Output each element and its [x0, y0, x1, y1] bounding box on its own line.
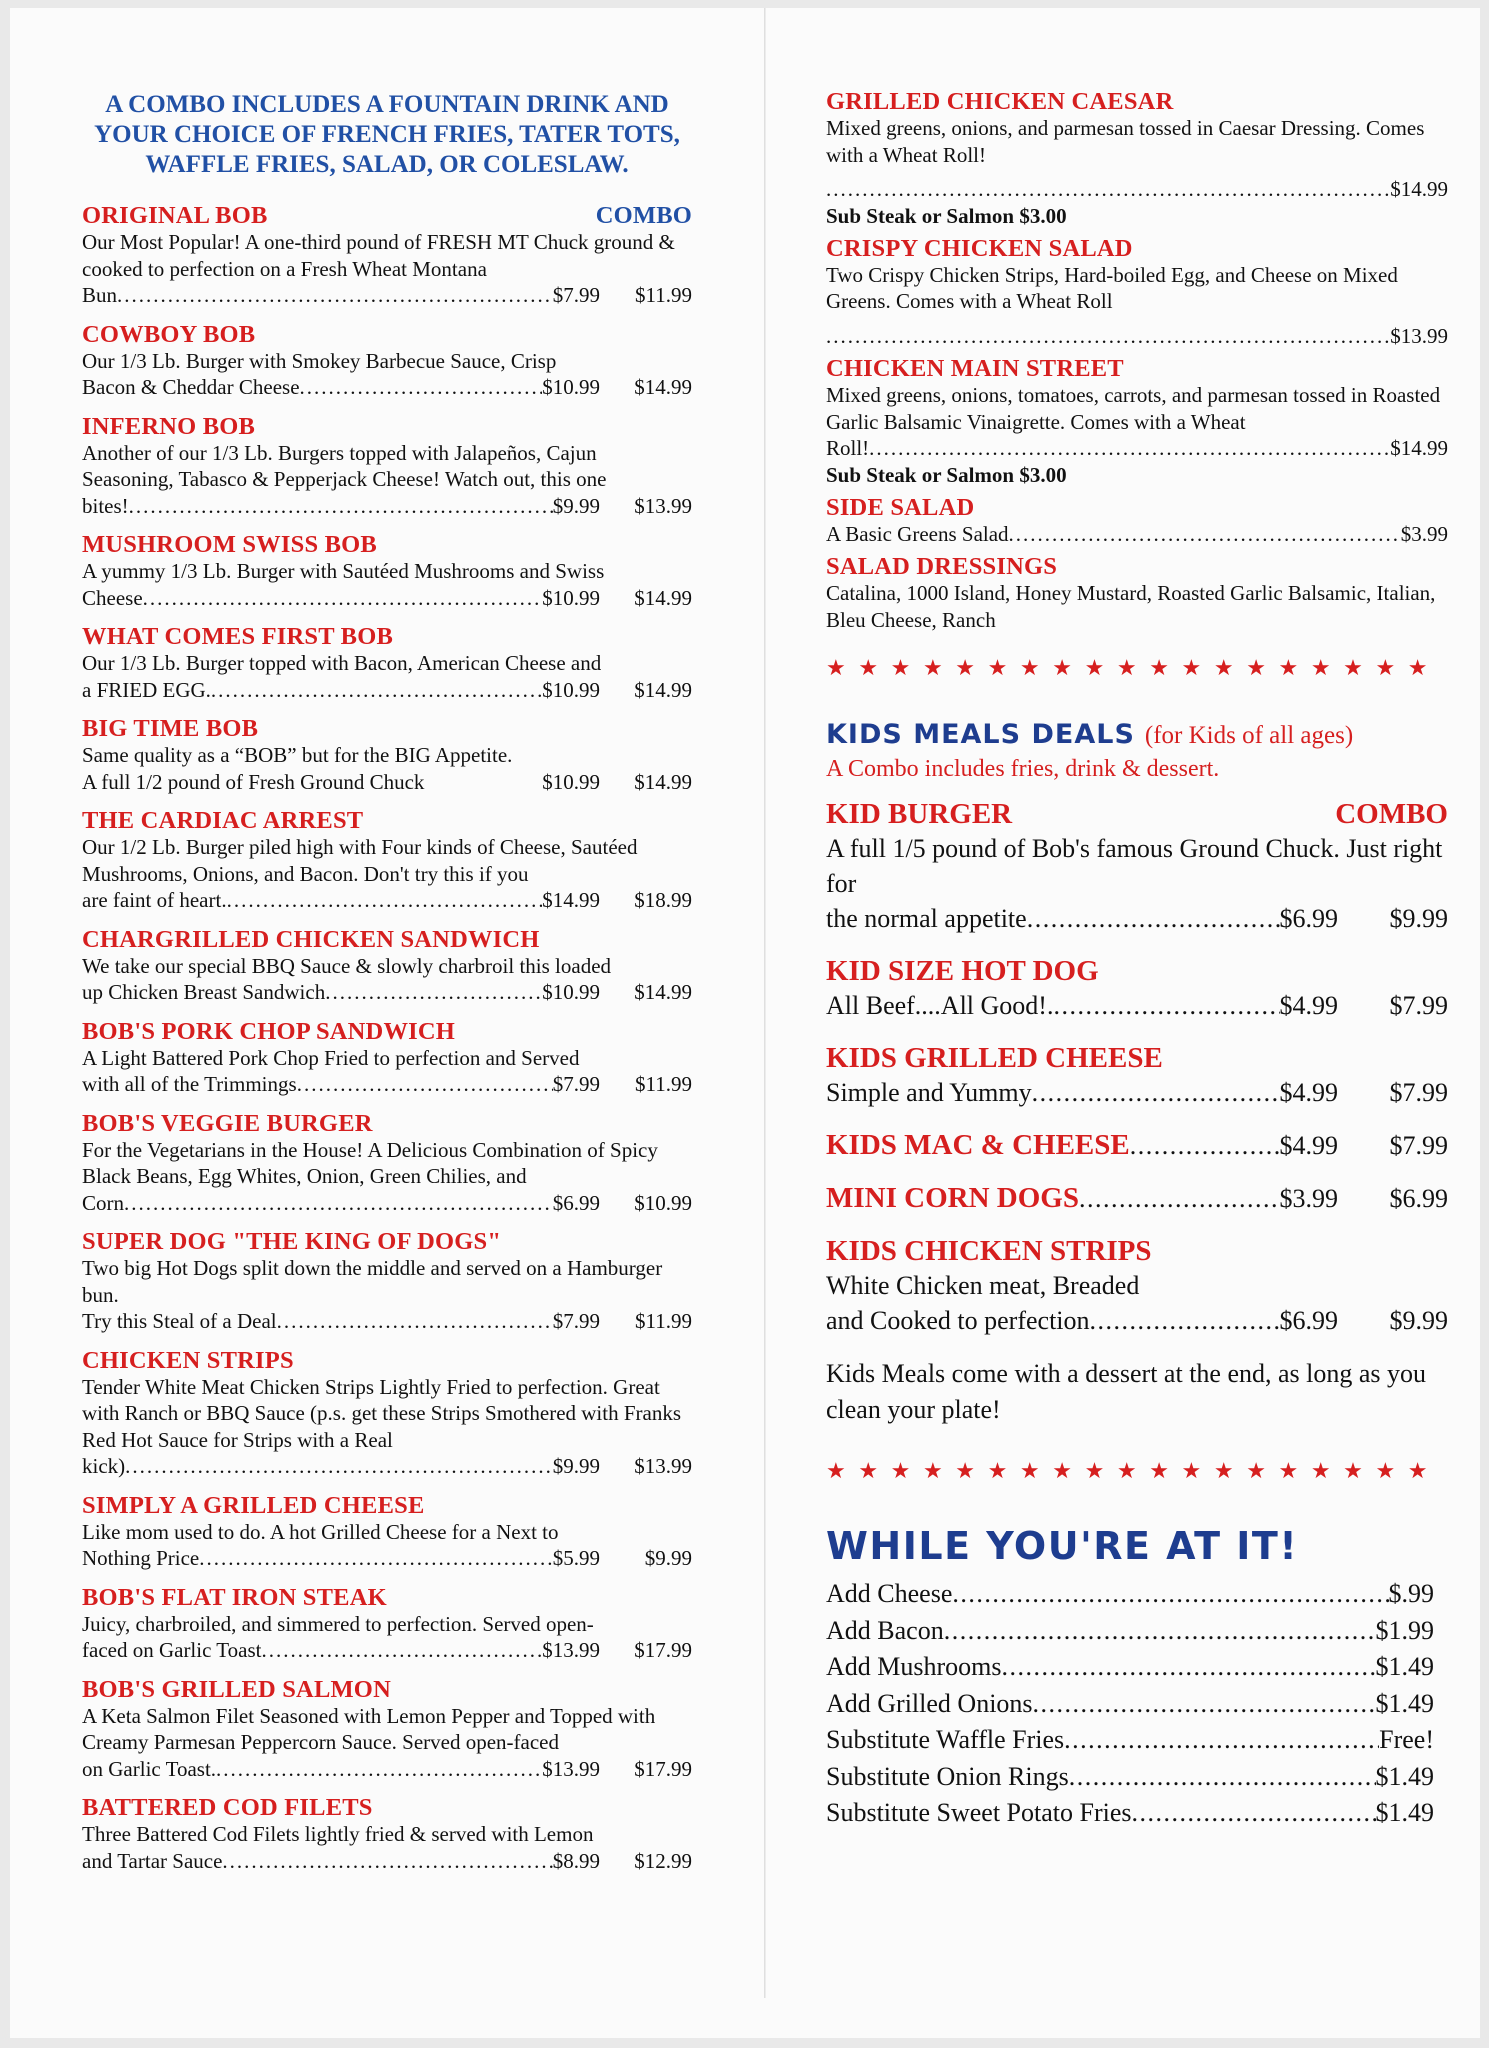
item-price: $6.99	[1279, 1306, 1338, 1335]
menu-item	[82, 202, 692, 309]
item-name: BOB'S VEGGIE BURGER	[82, 1109, 373, 1137]
item-name: SUPER DOG "THE KING OF DOGS"	[82, 1228, 502, 1255]
kids-item-description: A full 1/5 pound of Bob's famous Ground Chuck. Just right for	[826, 834, 1443, 898]
item-name: BOB'S FLAT IRON STEAK	[82, 1583, 387, 1611]
item-title	[82, 1110, 692, 1137]
kids-combo-label: COMBO	[1335, 798, 1448, 830]
price-line	[82, 887, 692, 914]
item-price: $10.99	[542, 769, 600, 794]
dot-leader	[325, 979, 542, 1006]
dot-leader	[1130, 1128, 1280, 1163]
item-combo-price: $14.99	[634, 677, 692, 702]
price-line	[82, 585, 692, 612]
dot-leader	[826, 323, 1390, 350]
item-name: BOB'S GRILLED SALMON	[82, 1675, 391, 1703]
item-description: A yummy 1/3 Lb. Burger with Sautéed Mushrooms and Swiss	[82, 559, 605, 583]
item-title	[82, 321, 692, 348]
item-description: For the Vegetarians in the House! A Delicious Combination of Spicy Black Beans, Egg Whites, Onion, Green Chilies, and	[82, 1137, 658, 1188]
star-divider: ★★★★★★★★★★★★★★★★★★★	[826, 1458, 1441, 1483]
dot-leader	[261, 1637, 542, 1664]
item-price: $7.99	[552, 1309, 600, 1333]
extra-label: Add Mushrooms	[826, 1652, 1002, 1681]
item-combo-price: $12.99	[634, 1848, 692, 1873]
kids-item-title	[826, 1041, 1448, 1075]
extras-list	[826, 1576, 1448, 1832]
item-name: THE CARDIAC ARREST	[82, 807, 364, 834]
price-line	[82, 1308, 692, 1335]
item-description: Our 1/2 Lb. Burger piled high with Four kinds of Cheese, Sautéed Mushrooms, Onions, and Bacon. Don't try this if you	[82, 835, 638, 886]
combo-intro: A COMBO INCLUDES A FOUNTAIN DRINK AND YOUR CHOICE OF FRENCH FRIES, TATER TOTS, WAFFLE FRIES, SALAD, OR COLESLAW.	[94, 91, 680, 178]
item-title	[82, 1794, 692, 1821]
dot-leader	[117, 282, 553, 309]
kids-item-title	[826, 954, 1448, 988]
item-lead-text: Simple and Yummy	[826, 1078, 1032, 1107]
kids-heading-note: (for Kids of all ages)	[1144, 722, 1354, 749]
price-line	[82, 1637, 692, 1664]
kids-item-name: KIDS MAC & CHEESE	[826, 1129, 1130, 1161]
item-lead-text: A Basic Greens Salad	[826, 521, 1009, 546]
dot-leader	[297, 1071, 553, 1098]
item-title	[82, 1584, 692, 1611]
salad-description: Two Crispy Chicken Strips, Hard-boiled Egg, and Cheese on Mixed Greens. Comes with a Wheat Roll	[826, 262, 1398, 313]
item-price: $4.99	[1279, 1078, 1338, 1107]
item-name: CHARGRILLED CHICKEN SANDWICH	[82, 925, 540, 953]
item-description: Three Battered Cod Filets lightly fried & served with Lemon	[82, 1822, 594, 1846]
price-line	[82, 1756, 692, 1783]
item-description: Juicy, charbroiled, and simmered to perfection. Served open-	[82, 1611, 594, 1636]
dot-leader	[199, 1545, 553, 1572]
item-name: BATTERED COD FILETS	[82, 1794, 373, 1821]
kids-item	[826, 1181, 1448, 1216]
kids-item	[826, 1128, 1448, 1163]
extra-item	[826, 1649, 1434, 1686]
item-description: Two big Hot Dogs split down the middle and served on a Hamburger bun.	[82, 1256, 663, 1307]
extra-price: $1.49	[1375, 1688, 1434, 1718]
kids-item-title	[826, 797, 1448, 831]
item-combo-price: $14.99	[634, 769, 692, 794]
item-name: INFERNO BOB	[82, 412, 256, 440]
kids-note: Kids Meals come with a dessert at the end, as long as you clean your plate!	[826, 1359, 1427, 1424]
item-description: Same quality as a “BOB” but for the BIG Appetite.	[82, 743, 513, 767]
menu-item	[82, 413, 692, 520]
price-line	[82, 282, 692, 309]
item-price: $10.99	[542, 677, 600, 702]
item-combo-price: $13.99	[634, 493, 692, 518]
salads-list	[826, 88, 1448, 547]
menu-item	[82, 1110, 692, 1217]
salad-name: CRISPY CHICKEN SALAD	[826, 234, 1133, 262]
extra-price: $1.49	[1375, 1761, 1434, 1791]
salad-dressings	[826, 553, 1448, 633]
item-name: COWBOY BOB	[82, 320, 256, 348]
extras-heading: WHILE YOU'RE AT IT!	[826, 1524, 1299, 1568]
item-lead-text: Roll!	[826, 436, 870, 460]
item-combo-price: $10.99	[634, 1190, 692, 1215]
item-lead-text: kick)	[82, 1454, 126, 1478]
item-price: $8.99	[552, 1848, 600, 1873]
item-combo-price: $9.99	[1389, 904, 1448, 933]
item-price: $14.99	[1390, 436, 1448, 460]
extra-item	[826, 1613, 1434, 1650]
item-lead-text: are faint of heart.	[82, 888, 227, 912]
price-line	[826, 521, 1448, 548]
star-divider: ★★★★★★★★★★★★★★★★★★★	[826, 655, 1441, 680]
item-combo-price: $17.99	[634, 1638, 692, 1662]
dot-leader	[869, 435, 1390, 462]
item-combo-price: $14.99	[634, 375, 692, 399]
item-price: $3.99	[1279, 1184, 1338, 1213]
item-price: $6.99	[1279, 904, 1338, 933]
price-line	[82, 1071, 692, 1098]
extra-price: $1.49	[1375, 1652, 1434, 1681]
dot-leader	[211, 677, 542, 704]
dot-leader	[1027, 901, 1280, 936]
item-description: A Light Battered Pork Chop Fried to perfection and Served	[82, 1045, 580, 1070]
item-name: CHICKEN STRIPS	[82, 1346, 294, 1374]
price-line	[82, 979, 692, 1006]
item-title	[82, 926, 692, 953]
kids-item	[826, 1234, 1448, 1338]
dot-leader	[1069, 1759, 1376, 1796]
item-lead-text: a FRIED EGG.	[82, 677, 211, 702]
dot-leader	[1002, 1649, 1376, 1686]
menu-item	[82, 531, 692, 611]
item-name: ORIGINAL BOB	[82, 202, 268, 229]
item-combo-price: $17.99	[634, 1756, 692, 1781]
dot-leader	[1064, 1722, 1379, 1759]
dot-leader	[124, 1190, 553, 1217]
extra-item	[826, 1722, 1434, 1759]
item-description: Our 1/3 Lb. Burger topped with Bacon, American Cheese and	[82, 651, 602, 675]
price-line	[82, 769, 692, 796]
extra-item	[826, 1576, 1434, 1613]
salad-description: Mixed greens, onions, and parmesan tossed in Caesar Dressing. Comes with a Wheat Roll!	[826, 116, 1425, 167]
item-title	[82, 715, 692, 742]
page-fold	[764, 8, 766, 1998]
item-price: $9.99	[552, 493, 600, 518]
salad-sub-option: Sub Steak or Salmon $3.00	[826, 462, 1067, 487]
extra-item	[826, 1795, 1434, 1832]
item-name: BIG TIME BOB	[82, 715, 259, 742]
price-line	[82, 1190, 692, 1217]
kids-heading-title: KIDS MEALS DEALS	[826, 719, 1135, 750]
price-line	[82, 1848, 692, 1875]
kids-item-name: MINI CORN DOGS	[826, 1182, 1079, 1214]
price-line	[826, 988, 1448, 1023]
item-title	[82, 623, 692, 650]
item-price: $14.99	[1390, 177, 1448, 201]
item-price: $5.99	[552, 1546, 600, 1570]
item-lead-text: the normal appetite	[826, 904, 1027, 933]
extra-label: Substitute Onion Rings	[826, 1761, 1069, 1791]
item-price: $14.99	[542, 888, 600, 912]
kids-heading	[826, 719, 1448, 750]
item-combo-price: $11.99	[635, 1309, 692, 1333]
dot-leader	[222, 1848, 552, 1875]
item-name: WHAT COMES FIRST BOB	[82, 623, 394, 650]
item-lead-text: up Chicken Breast Sandwich	[82, 980, 326, 1004]
price-line	[826, 435, 1448, 462]
salad-dressings-list: Catalina, 1000 Island, Honey Mustard, Roasted Garlic Balsamic, Italian, Bleu Cheese, Ranch	[826, 581, 1436, 632]
price-line	[82, 1545, 692, 1572]
item-combo-price: $9.99	[1389, 1306, 1448, 1335]
price-line	[826, 323, 1448, 350]
menu-item	[82, 1584, 692, 1664]
item-lead-text: A full 1/2 pound of Fresh Ground Chuck	[82, 769, 425, 794]
dot-leader	[125, 1453, 553, 1480]
item-title	[82, 202, 692, 229]
item-price: $7.99	[552, 1072, 600, 1096]
item-price: $10.99	[542, 980, 600, 1004]
combo-column-label: COMBO	[595, 202, 692, 229]
item-combo-price: $6.99	[1389, 1184, 1448, 1213]
salad-name: SIDE SALAD	[826, 493, 975, 521]
item-combo-price: $18.99	[634, 888, 692, 912]
item-description: Our Most Popular! A one-third pound of FRESH MT Chuck ground & cooked to perfection on a Fresh Wheat Montana	[82, 230, 675, 281]
dot-leader	[143, 585, 543, 612]
price-line	[826, 1075, 1448, 1110]
item-name: SIMPLY A GRILLED CHEESE	[82, 1491, 425, 1519]
item-lead-text: Bun	[82, 283, 118, 307]
item-combo-price: $14.99	[634, 980, 692, 1004]
item-description: We take our special BBQ Sauce & slowly charbroil this loaded	[82, 953, 612, 978]
dot-leader	[227, 887, 543, 914]
menu-item	[82, 1018, 692, 1098]
item-description: Tender White Meat Chicken Strips Lightly Fried to perfection. Great with Ranch or BBQ Sauce (p.s. get these Strips Smothered with Franks Red Hot Sauce for Strips with a Real	[82, 1374, 682, 1452]
salad-item	[826, 494, 1448, 548]
item-title	[82, 1347, 692, 1374]
price-line	[82, 677, 692, 704]
menu-item	[82, 807, 692, 914]
kids-item-description: White Chicken meat, Breaded	[826, 1271, 1140, 1300]
salad-name: GRILLED CHICKEN CAESAR	[826, 88, 1174, 115]
price-line	[826, 1303, 1448, 1338]
price-line	[82, 374, 692, 401]
dot-leader	[952, 1576, 1388, 1613]
extra-label: Add Bacon	[826, 1615, 944, 1645]
item-price: $4.99	[1279, 991, 1338, 1020]
kids-item-name: KID BURGER	[826, 798, 1013, 830]
salad-description: Mixed greens, onions, tomatoes, carrots, and parmesan tossed in Roasted Garlic Balsamic Vinaigrette. Comes with a Wheat	[826, 383, 1441, 434]
menu-item	[82, 1794, 692, 1874]
dot-leader	[1079, 1181, 1280, 1216]
dot-leader	[826, 176, 1390, 203]
dot-leader	[277, 1308, 553, 1335]
item-combo-price: $7.99	[1389, 1078, 1448, 1107]
menu-item	[82, 926, 692, 1006]
item-title	[82, 1228, 692, 1255]
item-name: BOB'S PORK CHOP SANDWICH	[82, 1017, 456, 1045]
dot-leader	[1053, 988, 1279, 1023]
dot-leader	[944, 1613, 1376, 1650]
item-price: $9.99	[552, 1454, 600, 1478]
salad-name: CHICKEN MAIN STREET	[826, 355, 1124, 382]
extra-price: Free!	[1379, 1725, 1434, 1754]
item-name: MUSHROOM SWISS BOB	[82, 531, 377, 558]
item-lead-text: Nothing Price	[82, 1546, 200, 1570]
item-lead-text: All Beef....All Good!.	[826, 991, 1054, 1020]
dot-leader	[1132, 1795, 1376, 1832]
kids-item-name: KIDS CHICKEN STRIPS	[826, 1235, 1152, 1267]
item-description: A Keta Salmon Filet Seasoned with Lemon Pepper and Topped with Creamy Parmesan Peppercorn Sauce. Served open-faced	[82, 1703, 656, 1754]
menu-item	[82, 1492, 692, 1572]
item-title	[82, 1676, 692, 1703]
dot-leader	[1090, 1303, 1280, 1338]
dot-leader	[129, 493, 553, 520]
extra-price: $1.99	[1375, 1615, 1434, 1645]
menu-item	[82, 623, 692, 703]
item-price: $7.99	[552, 283, 600, 307]
kids-subheading: A Combo includes fries, drink & dessert.	[826, 756, 1220, 782]
kids-menu-list	[826, 797, 1448, 1428]
extra-label: Add Grilled Onions	[826, 1688, 1033, 1718]
extra-price: $.99	[1388, 1579, 1434, 1608]
item-lead-text: and Tartar Sauce	[82, 1848, 223, 1873]
dot-leader	[1033, 1686, 1376, 1723]
item-lead-text: Bacon & Cheddar Cheese	[82, 375, 300, 399]
kids-item	[826, 1041, 1448, 1110]
kids-item	[826, 797, 1448, 936]
salad-dressings-title: SALAD DRESSINGS	[826, 553, 1058, 580]
item-description: Like mom used to do. A hot Grilled Cheese for a Next to	[82, 1519, 559, 1544]
item-price: $13.99	[542, 1638, 600, 1662]
kids-item-name: KID SIZE HOT DOG	[826, 955, 1099, 987]
extra-label: Substitute Waffle Fries	[826, 1725, 1065, 1754]
salad-item	[826, 235, 1448, 350]
item-description: Our 1/3 Lb. Burger with Smokey Barbecue Sauce, Crisp	[82, 348, 557, 373]
item-combo-price: $13.99	[634, 1454, 692, 1478]
item-title	[82, 413, 692, 440]
item-combo-price: $7.99	[1389, 1131, 1448, 1160]
entrees-list	[82, 202, 692, 1874]
right-column	[826, 88, 1448, 1832]
item-lead-text: with all of the Trimmings	[82, 1072, 297, 1096]
dot-leader	[1009, 521, 1401, 548]
item-price: $13.99	[1390, 323, 1448, 348]
salad-item	[826, 355, 1448, 488]
item-combo-price: $11.99	[635, 283, 692, 307]
item-price: $3.99	[1400, 521, 1448, 546]
price-line	[826, 901, 1448, 936]
left-column	[82, 90, 692, 1886]
dot-leader	[216, 1756, 542, 1783]
item-title	[82, 807, 692, 834]
item-title	[82, 1018, 692, 1045]
item-price: $10.99	[542, 585, 600, 610]
dot-leader	[300, 374, 543, 401]
kids-item-name: KIDS GRILLED CHEESE	[826, 1042, 1163, 1074]
item-title	[82, 531, 692, 558]
menu-item	[82, 1228, 692, 1335]
item-description: Another of our 1/3 Lb. Burgers topped with Jalapeños, Cajun Seasoning, Tabasco & Pepperjack Cheese! Watch out, this one	[82, 440, 607, 491]
item-price: $4.99	[1279, 1131, 1338, 1160]
menu-item	[82, 1347, 692, 1480]
item-price: $13.99	[542, 1756, 600, 1781]
item-lead-text: on Garlic Toast.	[82, 1756, 217, 1781]
item-combo-price: $9.99	[644, 1546, 692, 1570]
salad-item	[826, 88, 1448, 229]
price-line	[82, 1453, 692, 1480]
item-lead-text: Corn	[82, 1190, 124, 1215]
price-line	[826, 176, 1448, 203]
item-lead-text: Cheese	[82, 585, 143, 610]
salad-sub-option: Sub Steak or Salmon $3.00	[826, 203, 1067, 228]
item-combo-price: $14.99	[634, 585, 692, 610]
item-lead-text: faced on Garlic Toast	[82, 1638, 262, 1662]
menu-item	[82, 715, 692, 795]
item-price: $10.99	[542, 375, 600, 399]
extra-item	[826, 1686, 1434, 1723]
extra-label: Substitute Sweet Potato Fries	[826, 1798, 1132, 1827]
price-line	[82, 493, 692, 520]
item-lead-text: bites!	[82, 493, 129, 518]
item-combo-price: $7.99	[1389, 991, 1448, 1020]
item-lead-text: and Cooked to perfection	[826, 1306, 1090, 1335]
menu-item	[82, 321, 692, 401]
extra-price: $1.49	[1375, 1798, 1434, 1827]
item-price: $6.99	[552, 1190, 600, 1215]
kids-item	[826, 954, 1448, 1023]
menu-item	[82, 1676, 692, 1783]
dot-leader	[1032, 1075, 1280, 1110]
item-lead-text: Try this Steal of a Deal	[82, 1309, 277, 1333]
item-combo-price: $11.99	[635, 1072, 692, 1096]
item-title	[82, 1492, 692, 1519]
extra-label: Add Cheese	[826, 1579, 953, 1608]
extra-item	[826, 1759, 1434, 1796]
